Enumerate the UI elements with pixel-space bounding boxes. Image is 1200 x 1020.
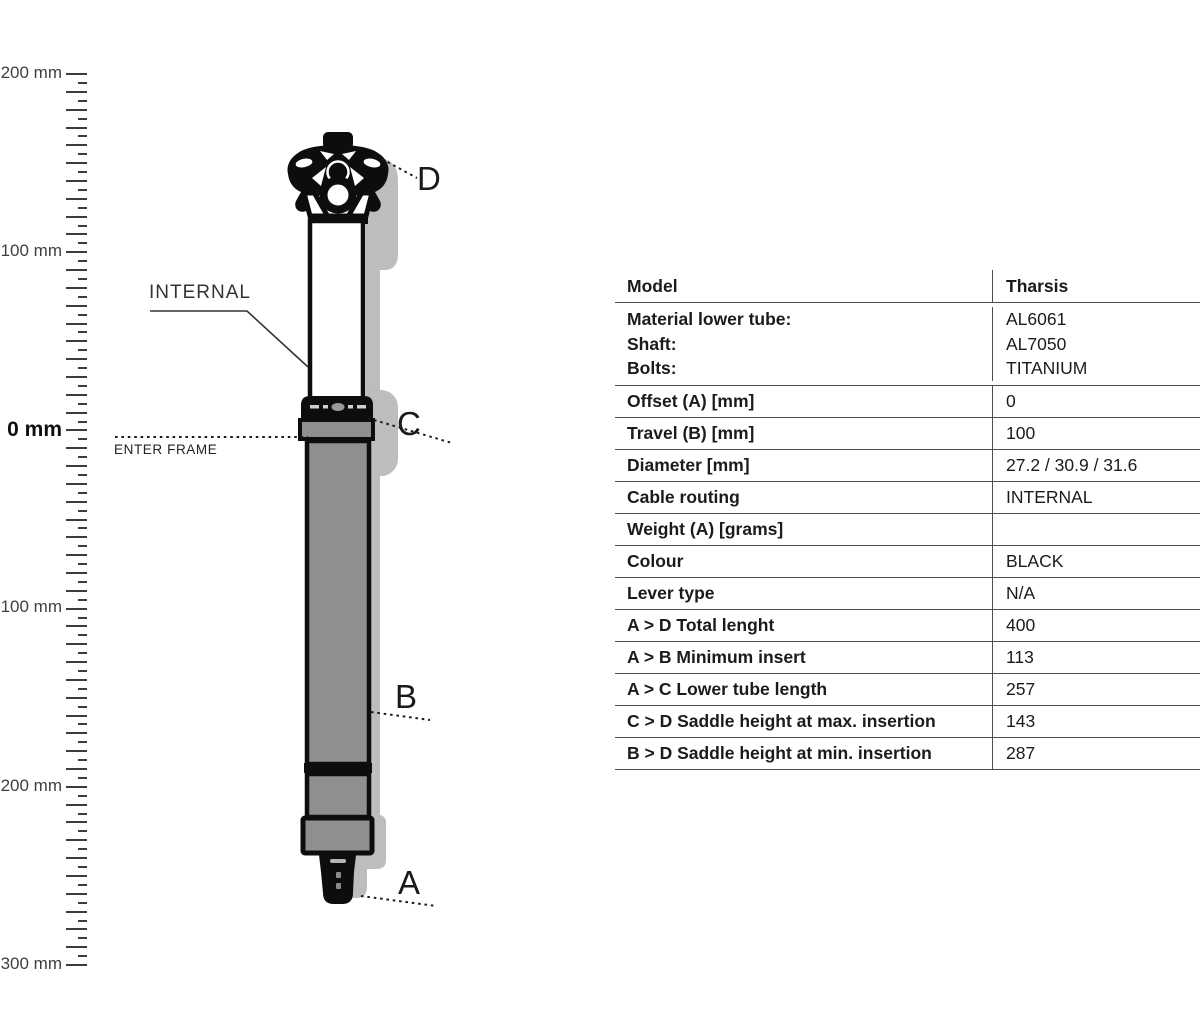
ruler-tick (78, 599, 87, 601)
row-value: 400 (992, 610, 1200, 641)
ruler-tick (66, 697, 87, 699)
row-value: Tharsis (992, 270, 1200, 302)
ruler-tick (78, 545, 87, 547)
ruler-label-100-bottom: 100 mm (0, 597, 62, 616)
ruler-tick (66, 786, 87, 788)
ruler-tick (78, 510, 87, 512)
ruler-tick (78, 242, 87, 244)
seatpost-illustration (100, 120, 470, 920)
row-label: B > D Saddle height at min. insertion (627, 742, 932, 763)
row-value: 100 (992, 418, 1200, 449)
ruler-tick (66, 857, 87, 859)
ruler-tick (78, 741, 87, 743)
ruler-tick (66, 875, 87, 877)
ruler-tick (78, 759, 87, 761)
ruler-tick (78, 135, 87, 137)
internal-leader (150, 311, 308, 367)
ruler-tick (78, 866, 87, 868)
ruler-tick (78, 937, 87, 939)
ruler-tick (66, 643, 87, 645)
ruler-tick (66, 358, 87, 360)
ruler-tick (78, 189, 87, 191)
ruler-label-200-bottom: 200 mm (0, 776, 62, 795)
ruler-tick (78, 902, 87, 904)
ruler-tick (66, 536, 87, 538)
row-value: 27.2 / 30.9 / 31.6 (992, 450, 1200, 481)
enter-frame-label: ENTER FRAME (114, 442, 218, 457)
ruler-tick (66, 233, 87, 235)
ruler-tick (78, 314, 87, 316)
ruler-tick (78, 830, 87, 832)
ruler-tick (66, 608, 87, 610)
ruler-tick (78, 456, 87, 458)
row-value: 0 (992, 386, 1200, 417)
ruler-tick (66, 287, 87, 289)
ruler-tick (78, 920, 87, 922)
row-label: Travel (B) [mm] (627, 422, 755, 443)
ruler-tick (66, 340, 87, 342)
ruler (0, 0, 100, 1020)
ruler-tick (66, 323, 87, 325)
saddle-clamp-head (287, 132, 388, 224)
ruler-tick (66, 572, 87, 574)
table-row-minimum-insert (615, 642, 1200, 674)
ruler-tick (66, 180, 87, 182)
ruler-tick (66, 590, 87, 592)
ruler-tick (78, 813, 87, 815)
ruler-tick (78, 403, 87, 405)
dim-label-b: B (395, 678, 418, 715)
row-label: C > D Saddle height at max. insertion (627, 710, 936, 731)
ruler-tick (66, 839, 87, 841)
ruler-tick (66, 661, 87, 663)
ruler-tick (66, 679, 87, 681)
table-row-lever-type (615, 578, 1200, 610)
ruler-tick (78, 118, 87, 120)
ruler-tick (66, 162, 87, 164)
table-row-saddle-height-min (615, 738, 1200, 770)
ruler-tick (66, 946, 87, 948)
row-value: 113 (992, 642, 1200, 673)
row-label: Colour (627, 550, 684, 571)
dim-label-c: C (397, 405, 421, 442)
row-label: Offset (A) [mm] (627, 390, 755, 411)
ruler-tick (78, 688, 87, 690)
ruler-label-zero: 0 mm (7, 418, 62, 441)
ruler-tick (78, 171, 87, 173)
upper-shaft (310, 221, 363, 399)
row-label: A > B Minimum insert (627, 646, 806, 667)
ruler-tick (78, 777, 87, 779)
row-label: Diameter [mm] (627, 454, 750, 475)
ruler-tick (78, 527, 87, 529)
row-label: Cable routing (627, 486, 740, 507)
ruler-tick (78, 634, 87, 636)
ruler-tick (78, 278, 87, 280)
ruler-tick (66, 269, 87, 271)
ruler-tick (66, 465, 87, 467)
ruler-tick (66, 519, 87, 521)
row-value: 257 (992, 674, 1200, 705)
ruler-tick (66, 305, 87, 307)
ruler-tick (78, 225, 87, 227)
ruler-tick (66, 198, 87, 200)
ruler-tick (66, 554, 87, 556)
ruler-tick (78, 82, 87, 84)
row-value (992, 514, 1200, 545)
table-row-travel (615, 418, 1200, 450)
ruler-tick (78, 385, 87, 387)
table-row-offset (615, 386, 1200, 418)
ruler-label-200-top: 200 mm (0, 63, 62, 82)
ruler-tick (66, 376, 87, 378)
ruler-tick (78, 421, 87, 423)
ruler-tick (66, 804, 87, 806)
ruler-tick (78, 581, 87, 583)
ruler-tick (78, 296, 87, 298)
ruler-tick (66, 768, 87, 770)
ruler-tick (66, 127, 87, 129)
ruler-tick (66, 928, 87, 930)
ruler-tick (78, 474, 87, 476)
ruler-tick (66, 732, 87, 734)
table-row-saddle-height-max (615, 706, 1200, 738)
ruler-tick (66, 144, 87, 146)
row-label: A > C Lower tube length (627, 678, 828, 699)
ruler-tick (66, 911, 87, 913)
ruler-tick (66, 447, 87, 449)
ruler-tick (78, 492, 87, 494)
row-value: INTERNAL (992, 482, 1200, 513)
ruler-tick (66, 73, 87, 75)
ruler-tick (66, 715, 87, 717)
ruler-tick (78, 100, 87, 102)
ruler-tick (78, 438, 87, 440)
ruler-tick (66, 964, 87, 966)
ruler-tick (78, 563, 87, 565)
ruler-tick (78, 260, 87, 262)
ruler-tick (78, 723, 87, 725)
ruler-tick (66, 821, 87, 823)
dim-label-d: D (417, 160, 441, 197)
row-label: Weight (A) [grams] (627, 518, 784, 539)
ruler-tick (78, 652, 87, 654)
row-value: AL6061 AL7050 TITANIUM (992, 307, 1200, 381)
ruler-label-100-top: 100 mm (0, 241, 62, 260)
ruler-tick (66, 109, 87, 111)
dim-label-a: A (398, 864, 421, 901)
ruler-tick (78, 848, 87, 850)
row-value: BLACK (992, 546, 1200, 577)
ruler-tick (78, 670, 87, 672)
row-value: 287 (992, 738, 1200, 769)
row-label: Material lower tube: Shaft: Bolts: (627, 309, 792, 378)
ruler-tick (78, 795, 87, 797)
ruler-tick (66, 501, 87, 503)
ruler-tick (78, 955, 87, 957)
ruler-tick (66, 625, 87, 627)
ruler-tick (66, 251, 87, 253)
table-row-model (615, 270, 1200, 303)
collar (300, 396, 373, 439)
ruler-tick (66, 91, 87, 93)
ruler-tick (66, 483, 87, 485)
ruler-tick (78, 706, 87, 708)
ruler-tick (78, 884, 87, 886)
table-row-colour (615, 546, 1200, 578)
ruler-tick (66, 216, 87, 218)
row-label: Model (627, 275, 678, 296)
lower-tube (303, 441, 372, 853)
ruler-tick (78, 207, 87, 209)
table-row-materials (615, 303, 1200, 386)
table-row-total-length (615, 610, 1200, 642)
row-label: A > D Total lenght (627, 614, 775, 635)
row-label: Lever type (627, 582, 715, 603)
ruler-tick (66, 750, 87, 752)
ruler-tick (66, 893, 87, 895)
ruler-label-300: 300 mm (0, 954, 62, 973)
ruler-tick (66, 429, 87, 431)
ruler-tick (66, 412, 87, 414)
row-value: 143 (992, 706, 1200, 737)
table-row-cable-routing (615, 482, 1200, 514)
row-value: N/A (992, 578, 1200, 609)
ruler-tick (78, 617, 87, 619)
table-row-lower-tube-length (615, 674, 1200, 706)
table-row-weight (615, 514, 1200, 546)
ruler-tick (78, 331, 87, 333)
actuator-nub (319, 855, 356, 904)
ruler-tick (66, 394, 87, 396)
ruler-tick (78, 367, 87, 369)
table-row-diameter (615, 450, 1200, 482)
ruler-tick (78, 349, 87, 351)
spec-table (615, 270, 1200, 770)
internal-label: INTERNAL (149, 282, 251, 303)
ruler-tick (78, 153, 87, 155)
leader-lines (115, 159, 452, 906)
